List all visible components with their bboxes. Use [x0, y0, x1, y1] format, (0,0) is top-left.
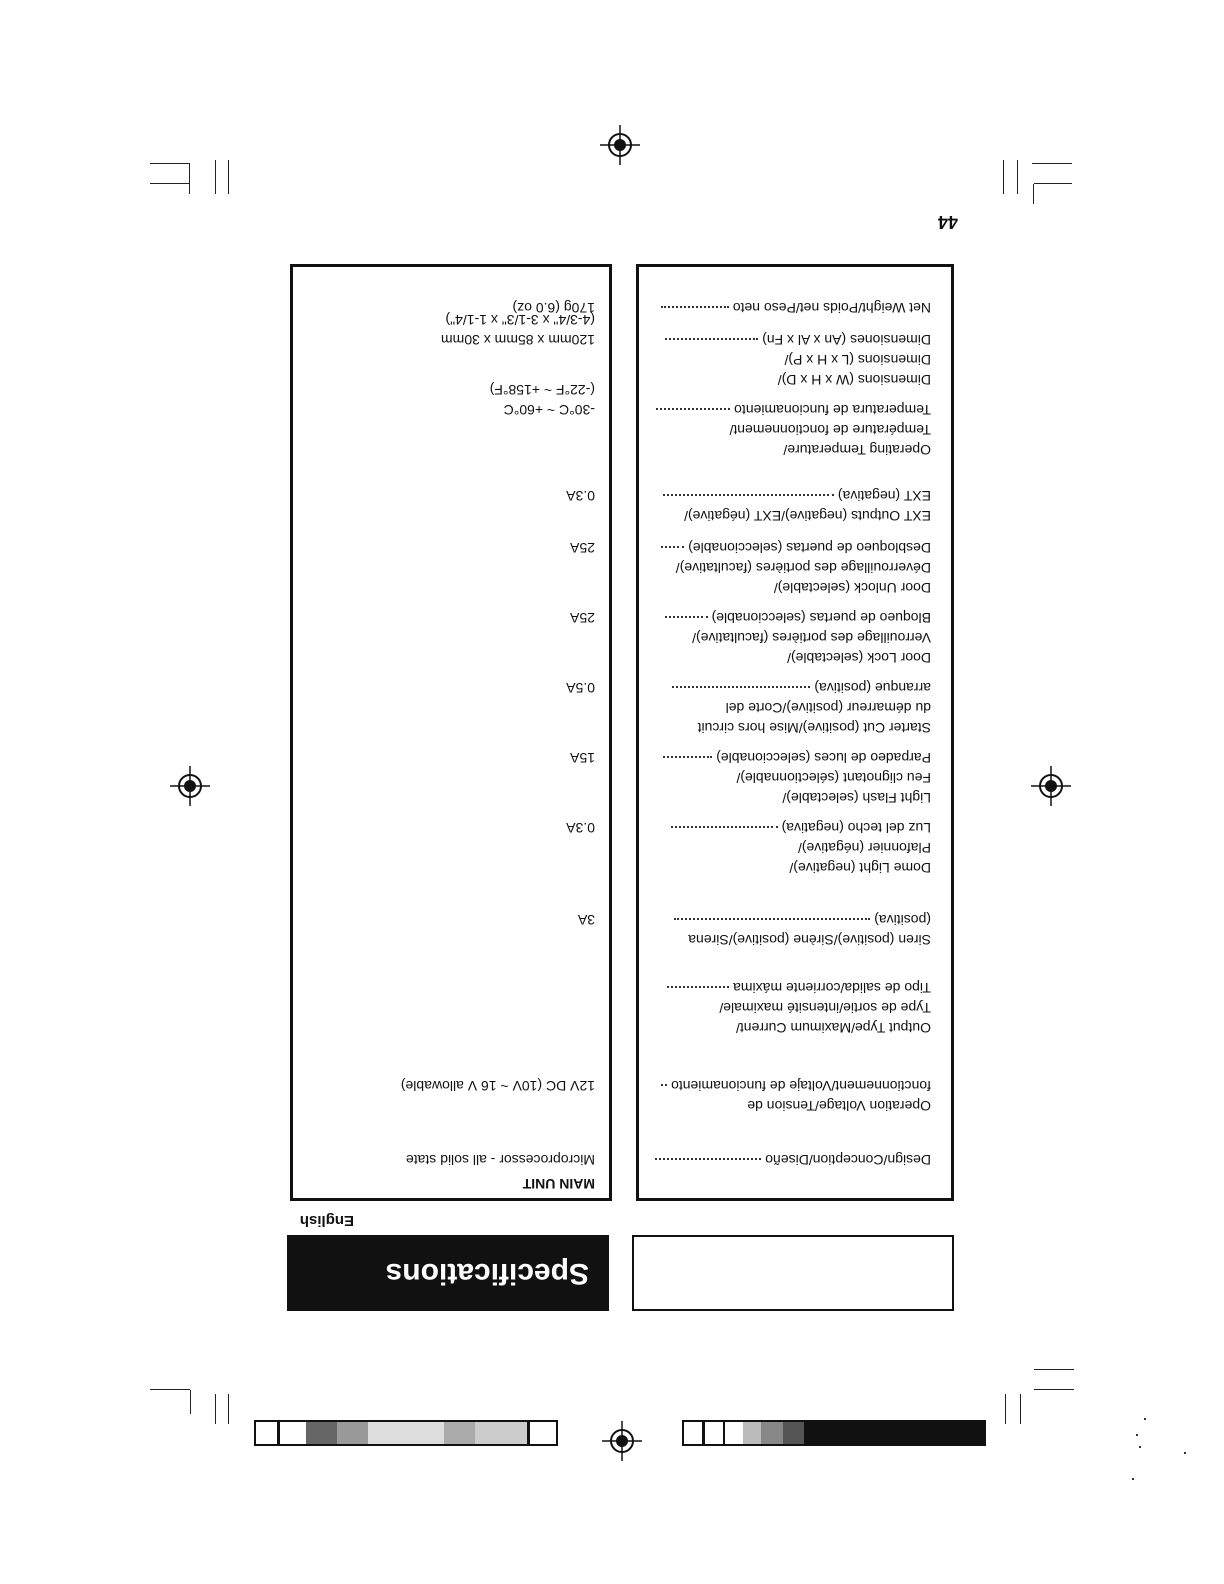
crop-mark [215, 160, 216, 194]
spec-label-line: Dimensiones (An x Al x Fn) [665, 330, 931, 350]
crop-mark [190, 1390, 191, 1414]
crop-mark [1034, 183, 1072, 184]
crop-mark [228, 160, 229, 194]
spec-value [490, 380, 595, 420]
spec-label-line: arranque (positiva) [672, 678, 931, 698]
spec-value-line: 25A [570, 610, 595, 626]
spec-label [656, 400, 931, 460]
spec-label [665, 330, 931, 390]
crop-mark [1032, 163, 1072, 164]
crop-mark [1034, 1389, 1074, 1390]
language-label: English [299, 1212, 354, 1229]
spec-label [663, 486, 931, 526]
spec-label-line: EXT (negativa) [663, 486, 931, 506]
spec-label-line: Door Lock (selectable)/ [787, 650, 931, 666]
page-title: Specifications [287, 1235, 609, 1311]
spec-label-line: Bloqueo de puertas (seleccionable) [665, 608, 931, 628]
leader-dots [656, 408, 730, 410]
spec-label-line: Feu clignotant (sélectionnable)/ [736, 770, 931, 786]
spec-label-line: Operating Temperature/ [783, 442, 931, 458]
spec-value-line: (-22°F ~ +158°F) [489, 382, 595, 398]
registration-mark-icon [1031, 766, 1071, 806]
spec-value-line: 170g (6.0 oz) [512, 300, 595, 316]
spec-label-line: Temperatura de funcionamiento [656, 400, 931, 420]
leader-dots [668, 986, 730, 988]
spec-label [655, 1150, 931, 1170]
page-number: 44 [937, 212, 958, 232]
spec-value [513, 298, 596, 318]
spec-label-line: Tipo de salida/corriente máxima [668, 978, 932, 998]
crop-mark [189, 164, 190, 194]
leader-dots [665, 338, 759, 340]
spec-label-line: EXT Outputs (negative)/EXT (négative)/ [684, 508, 931, 524]
spec-value-line: (4-3/4" x 3-1/3" x 1-1/4") [445, 312, 595, 328]
scan-speck [1139, 1446, 1141, 1448]
spec-value [566, 678, 595, 698]
crop-mark [150, 1389, 190, 1390]
spec-label-line: Starter Cut (positive)/Mise hors circuit [697, 720, 931, 736]
spec-value-line: 25A [570, 540, 595, 556]
spec-value [578, 910, 595, 930]
spec-value [566, 818, 595, 838]
crop-mark [1005, 1394, 1006, 1424]
spec-values-panel [290, 264, 612, 1201]
crop-mark [1017, 160, 1018, 194]
crop-mark [1034, 1369, 1074, 1370]
leader-dots [674, 918, 870, 920]
crop-mark [1033, 184, 1034, 204]
spec-label [671, 818, 931, 878]
registration-mark-icon [600, 125, 640, 165]
spec-label [661, 1076, 931, 1116]
spec-label-line: Verrouillage des portières (facultative)/ [692, 630, 931, 646]
spec-label-line: Net Weight/Poids net/Peso neto [661, 298, 931, 318]
crop-mark [1020, 1394, 1021, 1424]
leader-dots [672, 686, 810, 688]
spec-value [570, 538, 595, 558]
spec-value [570, 608, 595, 628]
empty-header-box [632, 1235, 954, 1311]
spec-value-line: 0.5A [566, 680, 595, 696]
spec-label-line: Desbloqueo de puertas (seleccionable) [661, 538, 931, 558]
spec-label-line: fonctionnement/Voltaje de funcionamiento [661, 1076, 931, 1096]
spec-value [570, 748, 595, 768]
spec-value-line: 120mm x 85mm x 30mm [440, 332, 595, 348]
spec-label-line: Light Flash (selectable)/ [782, 790, 931, 806]
scan-speck [1136, 1434, 1138, 1436]
spec-label-line: Parpadeo de luces (seleccionable) [663, 748, 931, 768]
spec-label-line: Dimensions (W x H x D)/ [777, 372, 931, 388]
spec-label [665, 608, 931, 668]
spec-label-line: Température de fonctionnement/ [729, 422, 931, 438]
spec-value [566, 486, 595, 506]
spec-label-line: Plafonnier (négative)/ [797, 840, 931, 856]
spec-label [661, 298, 931, 318]
registration-mark-icon [602, 1421, 642, 1461]
spec-value-line: 15A [570, 750, 595, 766]
leader-dots [665, 616, 707, 618]
spec-value-line: 3A [577, 912, 595, 928]
crop-mark [150, 163, 190, 164]
spec-label-line: Operation Voltage/Tension de [747, 1098, 931, 1114]
spec-label-line: Dimensions (L x H x P)/ [784, 352, 931, 368]
leader-dots [661, 1084, 667, 1086]
scan-speck [1144, 1418, 1146, 1420]
spec-label [661, 538, 931, 598]
spec-value-line: 0.3A [566, 488, 595, 504]
scan-speck [1132, 1478, 1134, 1480]
crop-mark [150, 183, 190, 184]
crop-mark [228, 1394, 229, 1424]
spec-label-line: Déverrouillage des portières (facultative)/ [675, 560, 931, 576]
spec-label-line: du démarreur (positive)/Corte del [725, 700, 931, 716]
spec-label [672, 678, 931, 738]
section-heading: MAIN UNIT [522, 1176, 595, 1192]
leader-dots [671, 826, 777, 828]
spec-label [674, 910, 931, 950]
spec-label-line: (positiva) [674, 910, 931, 930]
spec-label-line: Door Unlock (selectable)/ [773, 580, 931, 596]
spec-value [401, 1076, 595, 1096]
spec-label-line: Siren (positive)/Sirène (positive)/Sirena [688, 932, 931, 948]
registration-mark-icon [170, 766, 210, 806]
spec-value-line: 12V DC (10V ~ 16 V allowable) [400, 1078, 595, 1094]
color-bar [682, 1420, 986, 1446]
spec-label [668, 978, 932, 1038]
spec-value-line: 0.3A [566, 820, 595, 836]
spec-label-line: Output Type/Maximum Current/ [735, 1020, 931, 1036]
spec-label [663, 748, 931, 808]
leader-dots [655, 1158, 761, 1160]
spec-label-line: Design/Conception/Diseño [655, 1150, 931, 1170]
spec-value-line: -30°C ~ +60°C [503, 402, 595, 418]
crop-mark [215, 1394, 216, 1424]
leader-dots [663, 756, 712, 758]
spec-label-line: Type de sortie/intensité maximale/ [719, 1000, 931, 1016]
leader-dots [663, 494, 833, 496]
spec-value-line: Microprocessor - all solid state [405, 1152, 595, 1168]
color-bar [254, 1420, 558, 1446]
crop-mark [1003, 160, 1004, 194]
leader-dots [661, 306, 729, 308]
spec-label-line: Luz del techo (negativa) [671, 818, 931, 838]
scan-speck [1184, 1452, 1186, 1454]
leader-dots [661, 546, 684, 548]
spec-label-line: Dome Light (negative)/ [789, 860, 931, 876]
spec-labels-panel [636, 264, 954, 1201]
spec-value [406, 1150, 595, 1170]
